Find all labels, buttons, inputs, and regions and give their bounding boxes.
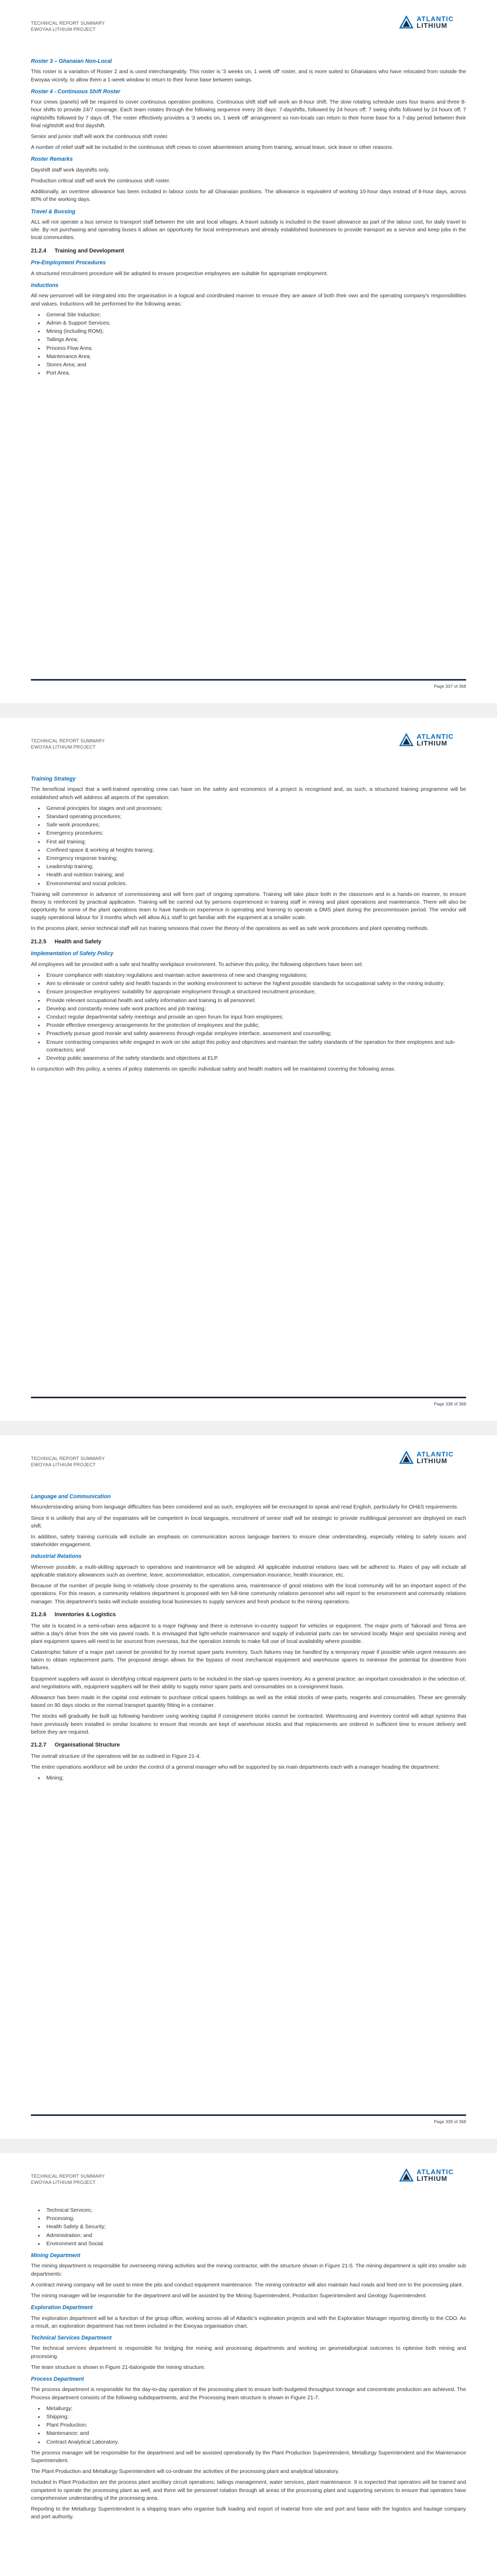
list-item: • Aim to eliminate or control safety and health hazards in the working environment to achieve the highest possible standards for occupational safety in the mining industry; <box>44 980 466 988</box>
header-project-name: EWOYAA LITHIUM PROJECT <box>31 1462 96 1467</box>
paragraph: Reporting to the Metallurgy Superintendent is a shipping team who organise bulk loading and export of material from site and port and liaise with the logistics and haulage company and port authority. <box>31 2506 466 2520</box>
list-item: • Maintenance Area; <box>44 353 466 361</box>
page-footer <box>31 2114 466 2127</box>
page-content <box>31 771 466 1076</box>
list-item: • Ensure compliance with statutory regulations and maintain active awareness of new and changing regulations; <box>44 972 466 979</box>
paragraph: Misunderstanding arising from language difficulties has been considered and as such, employees will be encouraged to speak and read English, particularly for OH&S requirements. <box>31 1504 458 1511</box>
list-item: • Provide relevant occupational health and safety information and training to all personnel; <box>44 997 466 1005</box>
paragraph: In the process plant, senior technical staff will run training sessions that cover the theory of the operations as well as safe work procedures and plant operating methods. <box>31 926 429 932</box>
atlantic-lithium-logo <box>399 731 466 749</box>
paragraph: A number of relief staff will be included in the continuous shift crews to cover absenteeism arising from training, annual leave, sick leave or other reasons. <box>31 145 393 151</box>
header-report-title: TECHNICAL REPORT SUMMARY <box>31 1456 105 1461</box>
list-item: • Plant Production; <box>44 2421 466 2429</box>
paragraph: The team structure is shown in Figure 21-6alongside the mining structure. <box>31 2364 206 2370</box>
section-title: Health and Safety <box>55 938 101 945</box>
section-title: Inventories & Logistics <box>55 1611 116 1618</box>
report-page <box>0 2153 497 2576</box>
paragraph: The technical services department is responsible for bridging the mining and processing departments and working on geometallurgical outcomes to optimise both mining and processing. <box>31 2346 466 2360</box>
bullet-list <box>31 2405 466 2446</box>
section-subheading: Exploration Department <box>31 2304 93 2311</box>
header-report-title: TECHNICAL REPORT SUMMARY <box>31 21 105 26</box>
list-item: • Health and nutrition training; and <box>44 871 466 879</box>
page-footer <box>31 679 466 692</box>
section-subheading: Roster Remarks <box>31 156 73 163</box>
logo-word-bottom: LITHIUM <box>417 2175 448 2182</box>
paragraph: The exploration department will be a function of the group office, working across all of Atlantic's exploration projects and with the Exploration Manager reporting directly to the CDO. As a result, an exploration department has not been included in the Ewoyaa organisation chart. <box>31 2315 466 2329</box>
list-item: • Confined space & working at heights training; <box>44 846 466 854</box>
header-project-name: EWOYAA LITHIUM PROJECT <box>31 2179 96 2185</box>
header-report-title: TECHNICAL REPORT SUMMARY <box>31 2174 105 2179</box>
paragraph: Additionally, an overtime allowance has been included in labour costs for all Ghanaian positions. The allowance is equivalent of working 10-hour days instead of 8-hour days, across 80% of the working days. <box>31 189 466 203</box>
bullet-list <box>31 2207 466 2248</box>
report-page <box>0 0 497 703</box>
section-subheading: Inductions <box>31 282 59 289</box>
paragraph: A structured recruitment procedure will be adopted to ensure prospective employees are suitable for appropriate employment. <box>31 270 328 277</box>
list-item: • Metallurgy; <box>44 2405 466 2413</box>
paragraph: Wherever possible, a multi-skilling approach to operations and maintenance will be adopted. All applicable industrial relations laws will be adhered to. Rates of pay will include all applicable statutory allowances such as overtime, leave, accommodation, education, compensation insurance, health insurance, etc. <box>31 1564 466 1579</box>
paragraph: Dayshift staff work dayshifts only. <box>31 167 110 173</box>
paragraph: The beneficial impact that a well-trained operating crew can have on the safety and economics of a project is recognised and, as such, a structured training programme will be established which will address all aspects of the operation: <box>31 787 466 801</box>
logo-wordmark <box>417 2168 454 2182</box>
list-item: • Proactively pursue good morale and safety awareness through regular employee interface, assessment and counselling; <box>44 1030 466 1038</box>
page-number: Page 338 of 368 <box>434 1401 466 1406</box>
section-subheading: Travel & Bussing <box>31 208 76 215</box>
list-item: • Environmental and social policies. <box>44 880 466 888</box>
atlantic-lithium-logo <box>399 2166 466 2184</box>
section-heading <box>31 1741 466 1750</box>
list-item: • Tailings Area; <box>44 336 466 344</box>
paragraph: The process manager will be responsible for the department and will be assisted operationally by the Plant Production Superintendent, Metallurgy Superintendent and the Maintenance Superintendent. <box>31 2450 466 2464</box>
paragraph: Production critical staff will work the continuous shift roster. <box>31 178 170 184</box>
page-separator <box>0 703 497 718</box>
section-heading <box>31 938 466 946</box>
paragraph: Included in Plant Production are the process plant ancillary circuit operations; tailings management, water services, plant maintenance. It is expected that operators will be trained and competent to operate the processing plant as well, and there will be personnel rotation through all areas of the processing plant and supporting services to ensure that operators have comprehensive understanding of the processing area. <box>31 2480 466 2501</box>
logo-word-top: ATLANTIC <box>417 1450 454 1458</box>
paragraph: Senior and junior staff will work the continuous shift roster. <box>31 134 169 140</box>
list-item: • Port Area. <box>44 369 466 377</box>
paragraph: Because of the number of people living in relatively close proximity to the operations area, maintenance of good relations with the local community will be an important aspect of the operations. For this reason, a community relations department is proposed with ten full-time community relations personnel who will report to the environment and community relations manager. This department's tasks will include assisting local businesses to supply services and fresh produce to the mining operations. <box>31 1583 466 1605</box>
page-number: Page 337 of 368 <box>434 684 466 689</box>
header-title <box>31 2174 105 2185</box>
paragraph: The stocks will gradually be built up following handover using working capital if consignment stocks cannot be contracted. Warehousing and inventory control will adopt systems that have previously been installed in similar locations to ensure that records are kept of warehouse stocks and that replacements are ordered in sufficient time to ensure delivery well before they are required. <box>31 1714 466 1735</box>
paragraph: Training will commence in advance of commissioning and will form part of ongoing operations. Training will take place both in the classroom and in a hands-on manner, to ensure theory is reinforced by practical application. Training will be carried out by persons experienced in training staff in mining and plant operations and maintenance. There will also be opportunity for some of the plant operations team to have hands-on experience in operating and learning to operate a DMS plant during the precommission period. The vendor will supply operational labour for 3 months which will allow ALL staff to get familiar with the equipment at a smaller scale. <box>31 891 466 921</box>
list-item: • Mining; <box>44 1774 466 1782</box>
header-report-title: TECHNICAL REPORT SUMMARY <box>31 738 105 743</box>
paragraph: In addition, safety training curricula will include an emphasis on communication across language barriers to ensure clear understanding, especially relating to safety issues and stakeholder engagement. <box>31 1534 466 1548</box>
paragraph: Since it is unlikely that any of the expatriates will be competent in local languages, recruitment of senior staff will be strategic to provide multilingual personnel are deployed on each shift. <box>31 1515 466 1529</box>
header-title <box>31 738 105 750</box>
logo-mark-icon <box>399 1451 414 1464</box>
list-item: • Admin & Support Services; <box>44 319 466 327</box>
section-title: Training and Development <box>55 247 124 254</box>
list-item: • Health Safety & Security; <box>44 2223 466 2231</box>
bullet-list <box>31 805 466 888</box>
page-footer <box>31 1397 466 1410</box>
logo-mark-icon <box>399 733 414 747</box>
logo-mark-icon <box>399 2168 414 2182</box>
logo-wordmark <box>417 733 454 747</box>
page-content <box>31 1489 466 1785</box>
list-item: • Develop and constantly review safe work practices and job training; <box>44 1005 466 1013</box>
paragraph: Four crews (panels) will be required to cover continuous operation positions. Continuous shift staff will work an 8-hour shift. The slow rotating schedule uses four teams and three 8-hour shifts to provide 24/7 coverage. Each team rotates through the following sequence every 28 days: 7-dayshifts, followed by 24 hours off; 7 swing shifts followed by 24 hours off; 7 nightshifts followed by 7 days off. The roster effectively provides a '3 weeks on, 1 week off' arrangement so non-locals can return to their home base for a 7-day period between their final nightshift and first dayshift. <box>31 99 466 129</box>
list-item: • Maintenance; and <box>44 2430 466 2437</box>
page-content <box>31 2207 466 2524</box>
section-subheading: Implementation of Safety Policy <box>31 951 114 957</box>
paragraph: The entire operations workforce will be under the control of a general manager who will be supported by six main departments each with a manager heading the department: <box>31 1764 440 1770</box>
section-subheading: Training Strategy <box>31 776 76 782</box>
report-page <box>0 718 497 1421</box>
page-content <box>31 54 466 380</box>
section-subheading: Technical Services Department <box>31 2334 112 2341</box>
section-title: Organisational Structure <box>55 1741 120 1748</box>
list-item: • Process Flow Area; <box>44 345 466 352</box>
paragraph: The site is located in a semi-urban area adjacent to a major highway and there is extensive in-country support for vehicles or equipment. The major ports of Takoradi and Tema are within a day's drive from the site via paved roads. It is envisaged that light-vehicle maintenance and supply of industrial parts can be serviced locally. Major and specialist mining and plant equipment spares will need to be sourced from overseas, but the operation intends to make full use of local availability where possible. <box>31 1623 466 1645</box>
section-subheading: Language and Communication <box>31 1494 111 1500</box>
page-separator <box>0 1421 497 1435</box>
list-item: • Provide effective emergency arrangements for the protection of employees and the public; <box>44 1022 466 1029</box>
report-page <box>0 1435 497 2139</box>
list-item: • General Site Induction; <box>44 311 466 319</box>
logo-word-top: ATLANTIC <box>417 733 454 740</box>
list-item: • Standard operating procedures; <box>44 813 466 821</box>
paragraph: In conjunction with this policy, a series of policy statements on specific individual safety and health matters will be maintained covering the following areas. <box>31 1066 396 1073</box>
bullet-list <box>31 972 466 1062</box>
bullet-list <box>31 311 466 378</box>
section-number: 21.2.4 <box>31 247 47 254</box>
bullet-list <box>31 1774 466 1782</box>
list-item: • Safe work procedures; <box>44 821 466 829</box>
list-item: • Emergency response training; <box>44 855 466 862</box>
page-header <box>31 2166 466 2184</box>
list-item: • Contract Analytical Laboratory. <box>44 2438 466 2446</box>
list-item: • Administration; and <box>44 2232 466 2240</box>
list-item: • Technical Services; <box>44 2207 466 2214</box>
section-heading <box>31 247 466 256</box>
section-number: 21.2.6 <box>31 1611 47 1618</box>
logo-wordmark <box>417 15 454 29</box>
list-item: • Ensure contracting companies while engaged in work on site adopt this policy and objectives and maintain the safety standards of the operation for their employees and sub-contractors; and <box>44 1039 466 1054</box>
section-subheading: Industrial Relations <box>31 1553 82 1560</box>
section-number: 21.2.5 <box>31 938 47 945</box>
atlantic-lithium-logo <box>399 13 466 31</box>
list-item: • Processing; <box>44 2215 466 2223</box>
page-separator <box>0 2139 497 2153</box>
list-item: • Ensure prospective employees' suitability for appropriate employment through a structured recruitment procedure; <box>44 988 466 996</box>
paragraph: The mining manager will be responsible for the department and will be assisted by the Mining Superintendent, Production Superintendent and Geology Superintendent. <box>31 2293 427 2299</box>
header-title <box>31 1456 105 1468</box>
logo-wordmark <box>417 1451 454 1464</box>
header-title <box>31 21 105 32</box>
section-subheading: Roster 3 – Ghanaian Non-Local <box>31 58 112 64</box>
atlantic-lithium-logo <box>399 1449 466 1466</box>
list-item: • Shipping; <box>44 2413 466 2421</box>
list-item: • Environment and Social. <box>44 2240 466 2248</box>
list-item: • Stores Area; and <box>44 361 466 369</box>
header-project-name: EWOYAA LITHIUM PROJECT <box>31 744 96 750</box>
list-item: • Leadership training; <box>44 863 466 871</box>
list-item: • Emergency procedures; <box>44 829 466 837</box>
header-project-name: EWOYAA LITHIUM PROJECT <box>31 26 96 32</box>
paragraph: The mining department is responsible for overseeing mining activities and the mining contractor, with the structure shown in Figure 21-5. The mining department is split into smaller sub departments: <box>31 2263 466 2277</box>
logo-word-top: ATLANTIC <box>417 15 454 23</box>
section-subheading: Pre-Employment Procedures <box>31 260 106 266</box>
section-number: 21.2.7 <box>31 1741 47 1748</box>
paragraph: The process department is responsible for the day-to-day operation of the processing plant to ensure both budgeted throughput tonnage and concentrate production are achieved. The Process department consists of the following subdepartments, and the Processing team structure is shown in Figure 21-7. <box>31 2387 466 2401</box>
section-subheading: Process Department <box>31 2376 84 2382</box>
list-item: • Develop public awareness of the safety standards and objectives at ELP. <box>44 1055 466 1062</box>
paragraph: ALL will not operate a bus service to transport staff between the site and local villages. A travel subsidy is included in the travel allowance as part of the labour cost, for daily travel to site. By not purchasing and operating buses it allows an opportunity for local entrepreneurs and already established businesses to provide transport as a service and keep jobs in the local communities. <box>31 219 466 241</box>
page-header <box>31 731 466 749</box>
section-subheading: Roster 4 - Continuous Shift Roster <box>31 88 121 95</box>
logo-word-bottom: LITHIUM <box>417 22 448 29</box>
paragraph: This roster is a variation of Roster 2 and is used interchangeably. This roster is '3 weeks on, 1 week off' roster, and is more suited to Ghanaians who have relocated from outside the Ewoyaa vicinity, to allow them a 1-week window to return to their home base between swings. <box>31 69 466 83</box>
logo-mark-icon <box>399 15 414 29</box>
section-heading <box>31 1611 466 1619</box>
paragraph: All new personnel will be integrated into the organisation in a logical and coordinated manner to ensure they are aware of both their own and the operating company's responsibilities and values. Inductions will be performed for the following areas: <box>31 293 466 307</box>
page-number: Page 339 of 368 <box>434 2119 466 2124</box>
list-item: • Mining (including ROM); <box>44 328 466 335</box>
paragraph: All employees will be provided with a safe and healthy workplace environment. To achieve this policy, the following objectives have been set: <box>31 961 363 968</box>
paragraph: Allowance has been made in the capital cost estimate to purchase critical spares holdings as well as the initial stocks of wear-parts, reagents and consumables. These are generally based on 90 days stocks or the normal transport quantity fitting in a container. <box>31 1695 466 1709</box>
list-item: • General principles for stages and unit processes; <box>44 805 466 812</box>
list-item: • First aid training; <box>44 838 466 846</box>
list-item: • Conduct regular departmental safety meetings and provide an open forum for input from employees; <box>44 1013 466 1021</box>
paragraph: The overall structure of the operations will be as outlined in Figure 21-4. <box>31 1753 201 1759</box>
logo-word-top: ATLANTIC <box>417 2168 454 2176</box>
logo-word-bottom: LITHIUM <box>417 1457 448 1465</box>
page-header <box>31 13 466 31</box>
page-header <box>31 1449 466 1466</box>
paragraph: Catastrophic failure of a major part cannot be provided for by normal spare parts inventory. Such failures may be handled by a temporary repair if possible while urgent measures are taken to obtain replacement parts. The proposed design allows for the bypass of most mechanical equipment and warehouse spares to minimise the potential for downtime from failures. <box>31 1650 466 1671</box>
logo-word-bottom: LITHIUM <box>417 739 448 747</box>
paragraph: Equipment suppliers will assist in identifying critical equipment parts to be included in the start-up spares inventory. As a general practice, an important consideration in the selection of, and negotiations with, equipment suppliers will be their ability to supply minor spare parts and consumables on a consignment basis. <box>31 1676 466 1690</box>
paragraph: A contract mining company will be used to mine the pits and conduct equipment maintenance. The mining contractor will also maintain haul roads and feed ore to the processing plant. <box>31 2282 464 2288</box>
paragraph: The Plant Production and Metallurgy Superintendent will co-ordinate the activities of the processing plant and analytical laboratory. <box>31 2469 339 2475</box>
section-subheading: Mining Department <box>31 2252 80 2259</box>
